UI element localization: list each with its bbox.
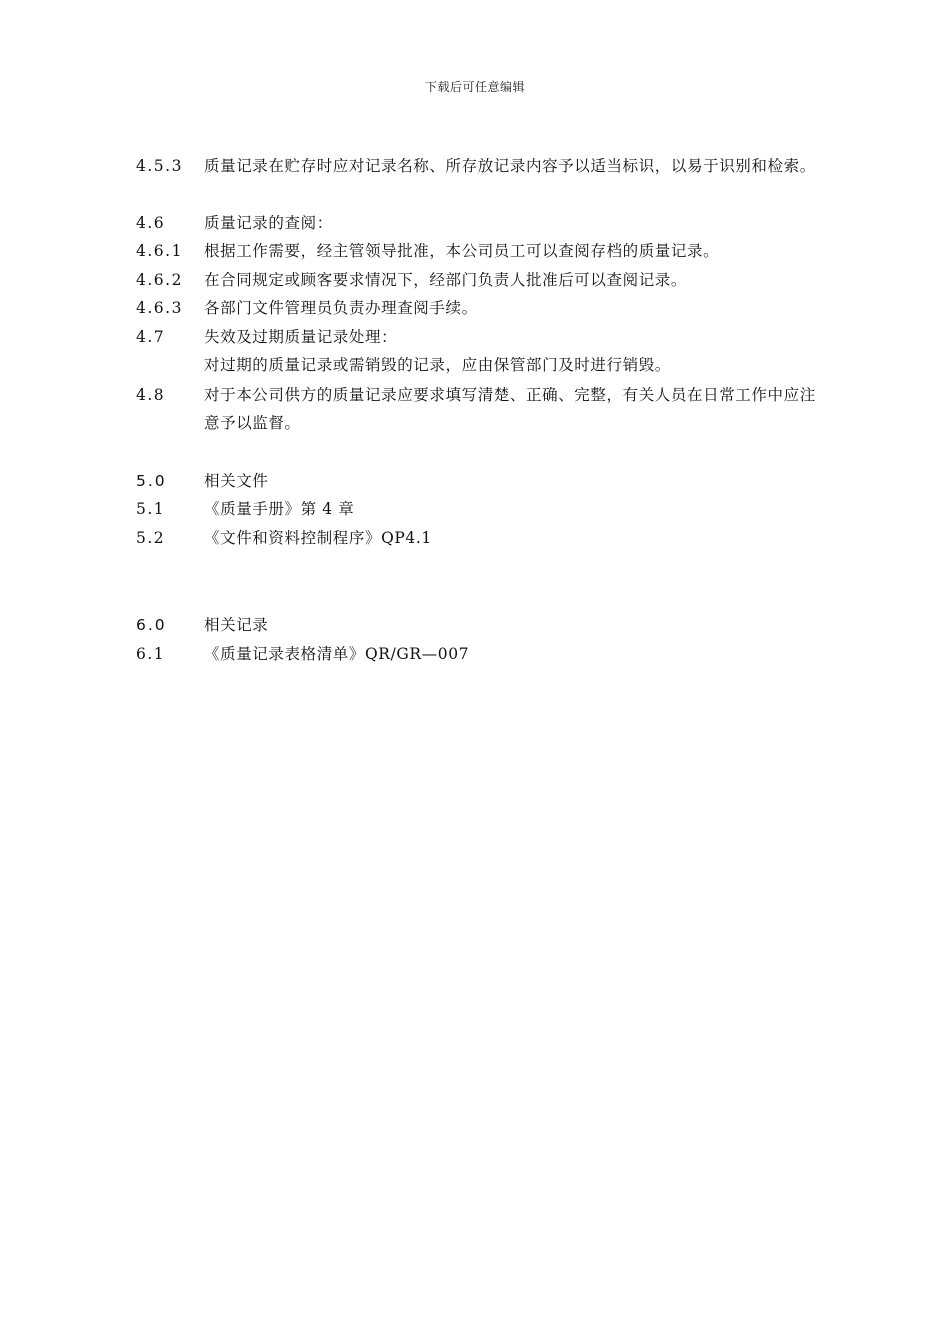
clause-number: 4.6.1 — [136, 242, 183, 260]
clause-text: 《质量记录表格清单》QR/GR—007 — [204, 645, 470, 663]
clause-text: 失效及过期质量记录处理： — [204, 328, 398, 346]
section-number: 6.0 — [136, 616, 167, 634]
clause-number: 4.6.3 — [136, 299, 183, 317]
clause-text: 根据工作需要，经主管领导批准，本公司员工可以查阅存档的质量记录。 — [204, 242, 720, 260]
clause-text: 《文件和资料控制程序》QP4.1 — [204, 529, 432, 547]
clause-number: 4.7 — [136, 328, 166, 346]
section-title: 相关记录 — [204, 616, 269, 634]
clause-number: 5.1 — [136, 500, 166, 518]
clause-number: 4.6.2 — [136, 271, 183, 289]
clause-text: 《质量手册》第 4 章 — [204, 500, 355, 518]
clause-text: 质量记录在贮存时应对记录名称、所存放记录内容予以适当标识，以易于识别和检索。 — [204, 157, 816, 175]
clause-text: 对于本公司供方的质量记录应要求填写清楚、正确、完整，有关人员在日常工作中应注 — [204, 386, 816, 404]
section-title: 相关文件 — [204, 472, 269, 490]
clause-text: 意予以监督。 — [204, 414, 301, 432]
clause-number: 4.6 — [136, 214, 166, 232]
page-header: 下载后可任意编辑 — [424, 80, 525, 94]
clause-number: 4.5.3 — [136, 157, 183, 175]
clause-text: 对过期的质量记录或需销毁的记录，应由保管部门及时进行销毁。 — [204, 356, 671, 374]
clause-number: 6.1 — [136, 645, 166, 663]
clause-text: 各部门文件管理员负责办理查阅手续。 — [204, 299, 478, 317]
clause-text: 质量记录的查阅： — [204, 214, 333, 232]
clause-number: 5.2 — [136, 529, 166, 547]
section-number: 5.0 — [136, 472, 167, 490]
clause-text: 在合同规定或顾客要求情况下，经部门负责人批准后可以查阅记录。 — [204, 271, 688, 289]
clause-number: 4.8 — [136, 386, 166, 404]
